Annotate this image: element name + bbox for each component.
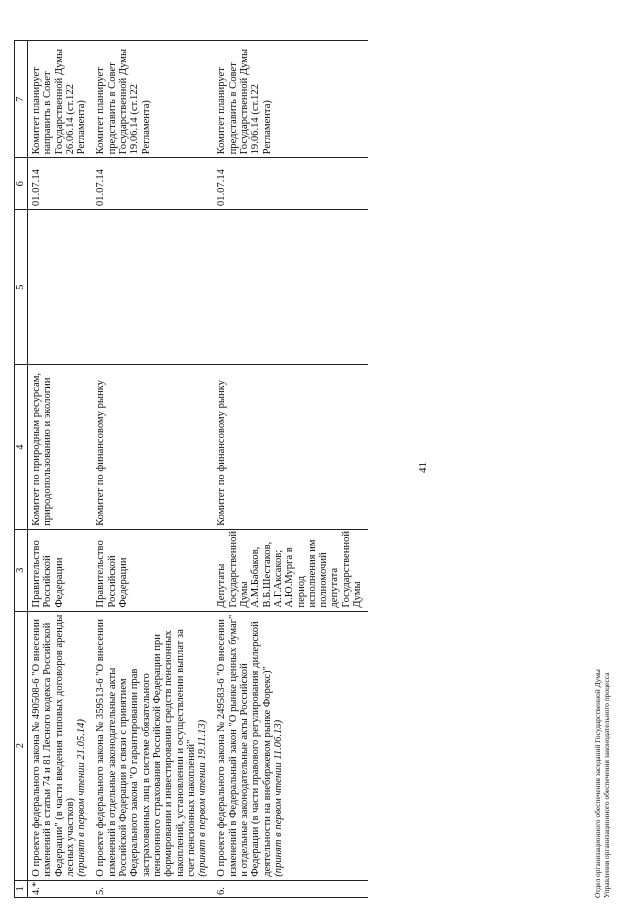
author-cell: Правительство Российской Федерации — [92, 529, 213, 611]
author-cell: Правительство Российской Федерации — [28, 529, 93, 611]
author-cell: Депутаты Государственной Думы А.М.Бабаков, В.Б.Шестаков, А.Г.Аксаков; А.Ю.Мурга в период исполнения им полномочий депутата Государственной Думы — [213, 529, 368, 611]
row-number: 5. — [92, 880, 213, 897]
bill-title: О проекте федерального закона № 490508-6 "О внесении изменений в статьи 74 и 81 Лесного кодекса Российской Федерации" (в части введения типовых договоров аренды лесных участков) — [31, 614, 76, 877]
reading-status: (принят в первом чтении 11.06.13) — [272, 719, 284, 877]
table-row — [92, 41, 213, 898]
note-cell: Комитет планирует представить в Совет Государственной Думы 19.06.14 (ст.122 Регламента) — [213, 41, 368, 158]
table-row — [28, 41, 93, 898]
row-number: 4.* — [28, 880, 93, 897]
committee-cell: Комитет по природным ресурсам, природопользованию и экологии — [28, 365, 93, 529]
committee-cell: Комитет по финансовому рынку — [92, 365, 213, 529]
bill-cell — [28, 611, 93, 880]
col5-cell — [28, 210, 93, 365]
header-col-6: 6 — [15, 158, 28, 210]
header-col-7: 7 — [15, 41, 28, 158]
reading-status: (принят в первом чтении 21.05.14) — [76, 719, 88, 877]
header-col-3: 3 — [15, 529, 28, 611]
table-row — [213, 41, 368, 898]
bill-title: О проекте федерального закона № 359513-6 "О внесении изменений в отдельные законодательные акты Российской Федерации в связи с принятием Федерального закона "О гарантировании прав застрахованных лиц в системе обязательного пенсионного страхования Российской Федерации при формировании и инвестировании средств пенсионных накоплений, установлении и осуществлении выплат за счет пенсионных накоплений" — [95, 619, 197, 877]
bill-title: О проекте федерального закона № 249583-6 "О внесении изменений в Федеральный закон "О рынке ценных бумаг" и отдельные законодательные акты Российской Федерации (в части правового регулирования дилерской деятельности на внебиржевом рынке Форекс)" — [216, 614, 273, 877]
note-cell: Комитет планирует направить в Совет Государственной Думы 26.06.14 (ст.122 Регламента) — [28, 41, 93, 158]
col5-cell — [213, 210, 368, 365]
page-number: 41 — [417, 462, 429, 473]
date-cell: 01.07.14 — [28, 158, 93, 210]
header-col-4: 4 — [15, 365, 28, 529]
row-number: 6. — [213, 880, 368, 897]
bill-cell — [92, 611, 213, 880]
date-cell: 01.07.14 — [213, 158, 368, 210]
footer-line-1: Отдел организационного обеспечения заседаний Государственной Думы — [593, 669, 602, 898]
header-col-1: 1 — [15, 880, 28, 897]
header-col-2: 2 — [15, 611, 28, 880]
date-cell: 01.07.14 — [92, 158, 213, 210]
bill-cell — [213, 611, 368, 880]
bills-table — [14, 40, 368, 898]
reading-status: (принят в первом чтении 19.11.13) — [197, 719, 209, 877]
footer — [593, 398, 611, 898]
footer-line-2: Управления организационного обеспечения законодательного процесса — [602, 672, 611, 898]
col5-cell — [92, 210, 213, 365]
committee-cell: Комитет по финансовому рынку — [213, 365, 368, 529]
header-col-5: 5 — [15, 210, 28, 365]
note-cell: Комитет планирует представить в Совет Государственной Думы 19.06.14 (ст.122 Регламента) — [92, 41, 213, 158]
table-header-row — [15, 41, 28, 898]
